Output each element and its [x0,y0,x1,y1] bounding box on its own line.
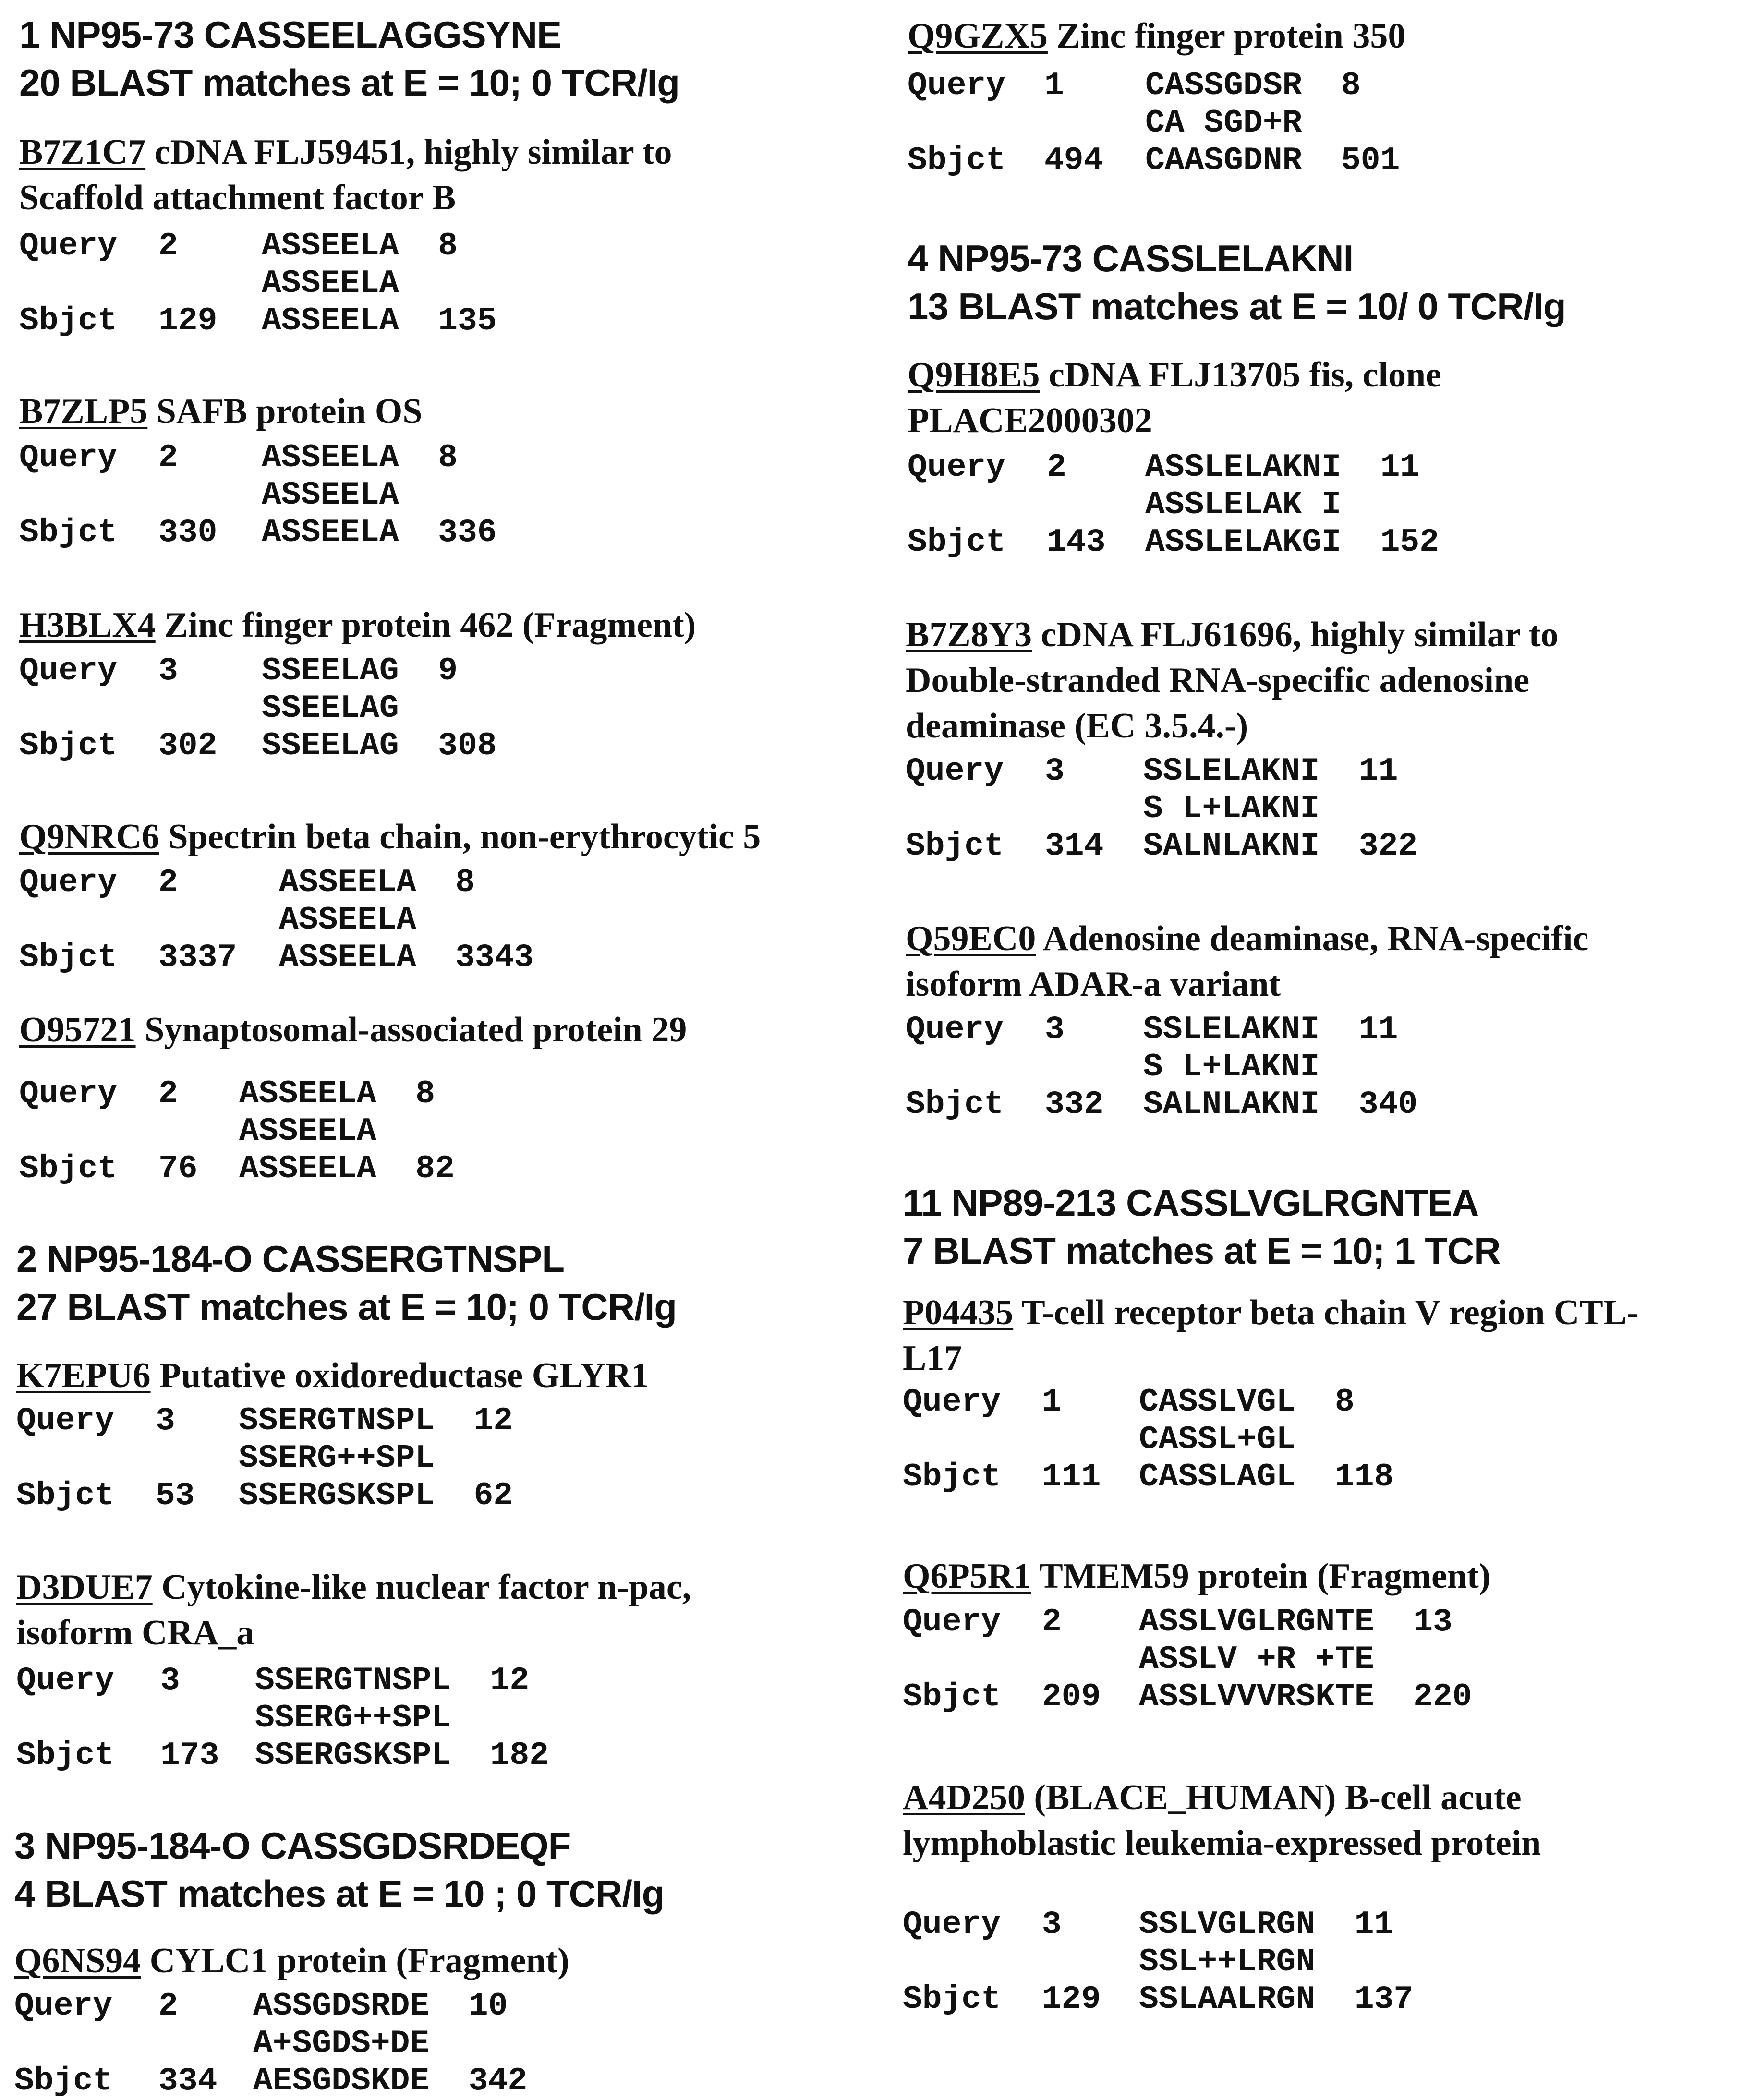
hit-title [19,814,761,860]
sequence: CASSL+GL [1139,1421,1296,1458]
hit-description: T-cell receptor beta chain V region CTL- [1021,1293,1639,1332]
start-position: 302 [158,727,218,764]
end-position: 12 [490,1662,530,1699]
hit-title [908,13,1405,59]
row-label: Sbjct [16,1477,115,1514]
hit-title-line [16,1610,691,1656]
start-position: 3 [1045,1011,1065,1048]
row-label: Sbjct [906,828,1004,865]
hit-description: Spectrin beta chain, non-erythrocytic 5 [168,817,761,857]
end-position: 9 [438,652,458,689]
start-position: 173 [160,1737,219,1774]
end-position: 336 [438,514,497,551]
sequence: SSERGTNSPL [239,1402,435,1439]
sequence: SSERG++SPL [255,1700,451,1737]
start-position: 3 [160,1662,180,1699]
sequence: ASSEELA [262,439,399,476]
hit-description: cDNA FLJ13705 fis, clone [1048,355,1442,395]
sequence: ASSLVGLRGNTE [1139,1604,1374,1641]
hit-description: cDNA FLJ61696, highly similar to [1041,615,1559,654]
row-label: Query [19,439,118,476]
section-heading [908,234,1566,330]
end-position: 10 [468,1988,508,2025]
end-position: 308 [438,727,497,764]
end-position: 322 [1358,828,1418,865]
hit-title-line [903,1775,1541,1821]
start-position: 76 [158,1150,198,1187]
hit-description: Zinc finger protein 350 [1056,16,1406,56]
sequence: ASSLV +R +TE [1139,1641,1374,1678]
accession-link[interactable]: Q9GZX5 [908,16,1048,56]
end-position: 11 [1358,753,1398,790]
sequence: SSERGTNSPL [255,1662,451,1699]
accession-link[interactable]: B7Z1C7 [19,133,146,172]
sequence: ASSLELAKNI [1145,449,1342,486]
end-position: 342 [468,2063,528,2100]
sequence: SSLVGLRGN [1139,1906,1316,1943]
start-position: 209 [1042,1678,1101,1715]
start-position: 3 [156,1402,175,1439]
hit-title-line [908,398,1441,444]
accession-link[interactable]: A4D250 [903,1778,1025,1817]
sequence: ASSEELA [279,902,416,939]
section-heading [19,11,679,107]
start-position: 2 [1042,1604,1062,1641]
accession-link[interactable]: Q6P5R1 [903,1557,1031,1596]
hit-title [19,1007,687,1053]
sequence: ASSLELAK I [1145,486,1342,523]
end-position: 8 [1335,1384,1355,1421]
sequence: ASSEELA [262,514,399,551]
end-position: 11 [1354,1906,1394,1943]
hit-title-line [903,1821,1541,1866]
hit-title-line [19,130,672,175]
hit-title-line [906,962,1588,1007]
sequence: CAASGDNR [1145,142,1302,179]
sequence: SALNLAKNI [1143,1086,1320,1123]
row-label: Query [14,1988,113,2025]
sequence: SSLELAKNI [1143,1011,1320,1048]
accession-link[interactable]: D3DUE7 [16,1568,153,1607]
hit-title [903,1554,1490,1599]
hit-title [908,352,1441,444]
hit-title-line [16,1353,649,1399]
row-label: Query [19,228,118,265]
hit-description: isoform CRA_a [16,1613,254,1653]
heading-line: 3 NP95-184-O CASSGDSRDEQF [14,1824,571,1867]
hit-title [19,130,672,221]
sequence: ASSEELA [239,1150,376,1187]
hit-description: Adenosine deaminase, RNA-specific [1042,919,1589,958]
start-position: 143 [1047,524,1106,561]
hit-description: cDNA FLJ59451, highly similar to [154,133,672,172]
start-position: 2 [158,1988,178,2025]
row-label: Sbjct [19,939,118,976]
accession-link[interactable]: Q59EC0 [906,919,1036,958]
row-label: Query [906,753,1004,790]
hit-description: SAFB protein OS [156,392,423,431]
sequence: SSERGSKSPL [239,1477,435,1514]
sequence: A+SGDS+DE [253,2025,430,2062]
row-label: Sbjct [908,142,1006,179]
row-label: Sbjct [903,1678,1001,1715]
hit-description: (BLACE_HUMAN) B-cell acute [1034,1778,1522,1817]
row-label: Sbjct [906,1086,1004,1123]
hit-description: Zinc finger protein 462 (Fragment) [164,605,696,645]
sequence: ASSEELA [262,477,399,514]
heading-line: 20 BLAST matches at E = 10; 0 TCR/Ig [19,61,679,104]
accession-link[interactable]: B7ZLP5 [19,392,148,431]
hit-title [903,1290,1639,1381]
row-label: Query [19,1075,118,1112]
start-position: 1 [1044,67,1064,104]
end-position: 340 [1358,1086,1418,1123]
section-heading [14,1822,664,1918]
end-position: 3343 [455,939,534,976]
section-heading [16,1235,677,1331]
end-position: 8 [455,864,475,901]
row-label: Query [903,1604,1001,1641]
sequence: ASSLELAKGI [1145,524,1342,561]
accession-link[interactable]: Q9H8E5 [908,355,1040,395]
start-position: 494 [1044,142,1103,179]
row-label: Query [16,1402,115,1439]
heading-line: 4 BLAST matches at E = 10 ; 0 TCR/Ig [14,1872,665,1915]
sequence: SSL++LRGN [1139,1943,1316,1980]
sequence: ASSGDSRDE [253,1988,430,2025]
sequence: ASSEELA [279,939,416,976]
hit-description: CYLC1 protein (Fragment) [149,1941,569,1980]
sequence: SALNLAKNI [1143,828,1320,865]
heading-line: 1 NP95-73 CASSEELAGGSYNE [19,13,562,56]
row-label: Sbjct [16,1737,115,1774]
sequence: S L+LAKNI [1143,1049,1320,1086]
hit-description: Putative oxidoreductase GLYR1 [159,1356,649,1395]
sequence: ASSEELA [262,228,399,265]
hit-description: Scaffold attachment factor B [19,178,456,217]
hit-description: deaminase (EC 3.5.4.-) [906,706,1248,746]
end-position: 135 [438,302,497,339]
start-position: 2 [158,439,178,476]
end-position: 118 [1335,1459,1394,1496]
sequence: SSERGSKSPL [255,1737,451,1774]
section-heading [903,1179,1501,1275]
sequence: ASSEELA [239,1113,376,1150]
row-label: Query [903,1906,1001,1943]
start-position: 53 [156,1477,195,1514]
hit-title [14,1938,569,1984]
row-label: Sbjct [903,1981,1001,2018]
hit-title [906,612,1559,749]
row-label: Query [19,864,118,901]
row-label: Sbjct [19,1150,118,1187]
accession-link[interactable]: K7EPU6 [16,1356,151,1395]
hit-title-line [19,175,672,221]
heading-line: 13 BLAST matches at E = 10/ 0 TCR/Ig [908,285,1566,327]
sequence: ASSLVVVRSKTE [1139,1678,1374,1715]
row-label: Query [903,1384,1001,1421]
hit-description: L17 [903,1339,962,1378]
start-position: 332 [1045,1086,1104,1123]
row-label: Sbjct [19,302,118,339]
hit-title [906,916,1588,1007]
heading-line: 27 BLAST matches at E = 10; 0 TCR/Ig [16,1286,677,1328]
sequence: ASSEELA [262,302,399,339]
hit-description: lymphoblastic leukemia-expressed protein [903,1823,1541,1863]
sequence: SSEELAG [262,727,399,764]
hit-title-line [16,1565,691,1610]
accession-link[interactable]: B7Z8Y3 [906,615,1032,654]
sequence: SSEELAG [262,690,399,727]
hit-description: Synaptosomal-associated protein 29 [145,1010,687,1050]
hit-title-line [906,703,1559,749]
heading-line: 7 BLAST matches at E = 10; 1 TCR [903,1230,1501,1272]
accession-link[interactable]: P04435 [903,1293,1014,1332]
hit-title-line [903,1336,1639,1381]
accession-link[interactable]: O95721 [19,1010,136,1050]
end-position: 220 [1413,1678,1472,1715]
sequence: CA SGD+R [1145,105,1302,142]
start-position: 111 [1042,1459,1101,1496]
row-label: Query [908,449,1006,486]
sequence: SSLELAKNI [1143,753,1320,790]
row-label: Query [906,1011,1004,1048]
start-position: 129 [1042,1981,1101,2018]
sequence: SSLAALRGN [1139,1981,1316,2018]
sequence: CASSLAGL [1139,1459,1296,1496]
accession-link[interactable]: Q6NS94 [14,1941,141,1980]
sequence: ASSEELA [239,1075,376,1112]
heading-line: 11 NP89-213 CASSLVGLRGNTEA [903,1182,1479,1224]
hit-title [903,1775,1541,1866]
hit-description: Cytokine-like nuclear factor n-pac, [161,1568,691,1607]
end-position: 11 [1358,1011,1398,1048]
heading-line: 4 NP95-73 CASSLELAKNI [908,237,1354,279]
end-position: 8 [415,1075,435,1112]
start-position: 2 [158,228,178,265]
sequence: AESGDSKDE [253,2063,430,2100]
hit-title [19,603,696,648]
row-label: Sbjct [19,514,118,551]
hit-title-line [906,612,1559,658]
end-position: 8 [438,439,458,476]
end-position: 152 [1380,524,1440,561]
hit-title-line [19,1007,687,1053]
start-position: 1 [1042,1384,1062,1421]
heading-line: 2 NP95-184-O CASSERGTNSPL [16,1238,565,1280]
start-position: 2 [158,1075,178,1112]
row-label: Query [908,67,1006,104]
start-position: 330 [158,514,218,551]
row-label: Query [19,652,118,689]
hit-title-line [19,814,761,860]
hit-title-line [906,658,1559,703]
hit-title-line [19,603,696,648]
hit-title-line [903,1290,1639,1336]
start-position: 314 [1045,828,1104,865]
hit-title [16,1353,649,1399]
sequence: ASSEELA [279,864,416,901]
hit-title-line [908,13,1405,59]
hit-title-line [908,352,1441,398]
hit-title-line [19,389,423,434]
sequence: S L+LAKNI [1143,790,1320,827]
hit-description: isoform ADAR-a variant [906,965,1281,1004]
sequence: SSEELAG [262,652,399,689]
sequence: CASSGDSR [1145,67,1302,104]
start-position: 2 [158,864,178,901]
start-position: 334 [158,2063,218,2100]
sequence: SSERG++SPL [239,1440,435,1477]
hit-title-line [14,1938,569,1984]
end-position: 11 [1380,449,1420,486]
end-position: 62 [473,1477,513,1514]
row-label: Sbjct [903,1459,1001,1496]
row-label: Sbjct [14,2063,113,2100]
sequence: CASSLVGL [1139,1384,1296,1421]
end-position: 12 [473,1402,513,1439]
hit-description: PLACE2000302 [908,401,1152,440]
row-label: Sbjct [19,727,118,764]
hit-title-line [903,1554,1490,1599]
hit-title [19,389,423,434]
hit-title-line [906,916,1588,962]
start-position: 3 [158,652,178,689]
sequence: ASSEELA [262,265,399,302]
end-position: 13 [1413,1604,1452,1641]
hit-description: Double-stranded RNA-specific adenosine [906,661,1530,700]
start-position: 3 [1045,753,1065,790]
accession-link[interactable]: Q9NRC6 [19,817,159,857]
hit-description: TMEM59 protein (Fragment) [1039,1557,1491,1596]
end-position: 182 [490,1737,549,1774]
start-position: 2 [1047,449,1066,486]
accession-link[interactable]: H3BLX4 [19,605,156,645]
end-position: 501 [1341,142,1400,179]
end-position: 8 [1341,67,1361,104]
end-position: 82 [415,1150,455,1187]
hit-title [16,1565,691,1656]
start-position: 3337 [158,939,237,976]
start-position: 129 [158,302,218,339]
row-label: Sbjct [908,524,1006,561]
end-position: 137 [1354,1981,1414,2018]
row-label: Query [16,1662,115,1699]
start-position: 3 [1042,1906,1062,1943]
end-position: 8 [438,228,458,265]
